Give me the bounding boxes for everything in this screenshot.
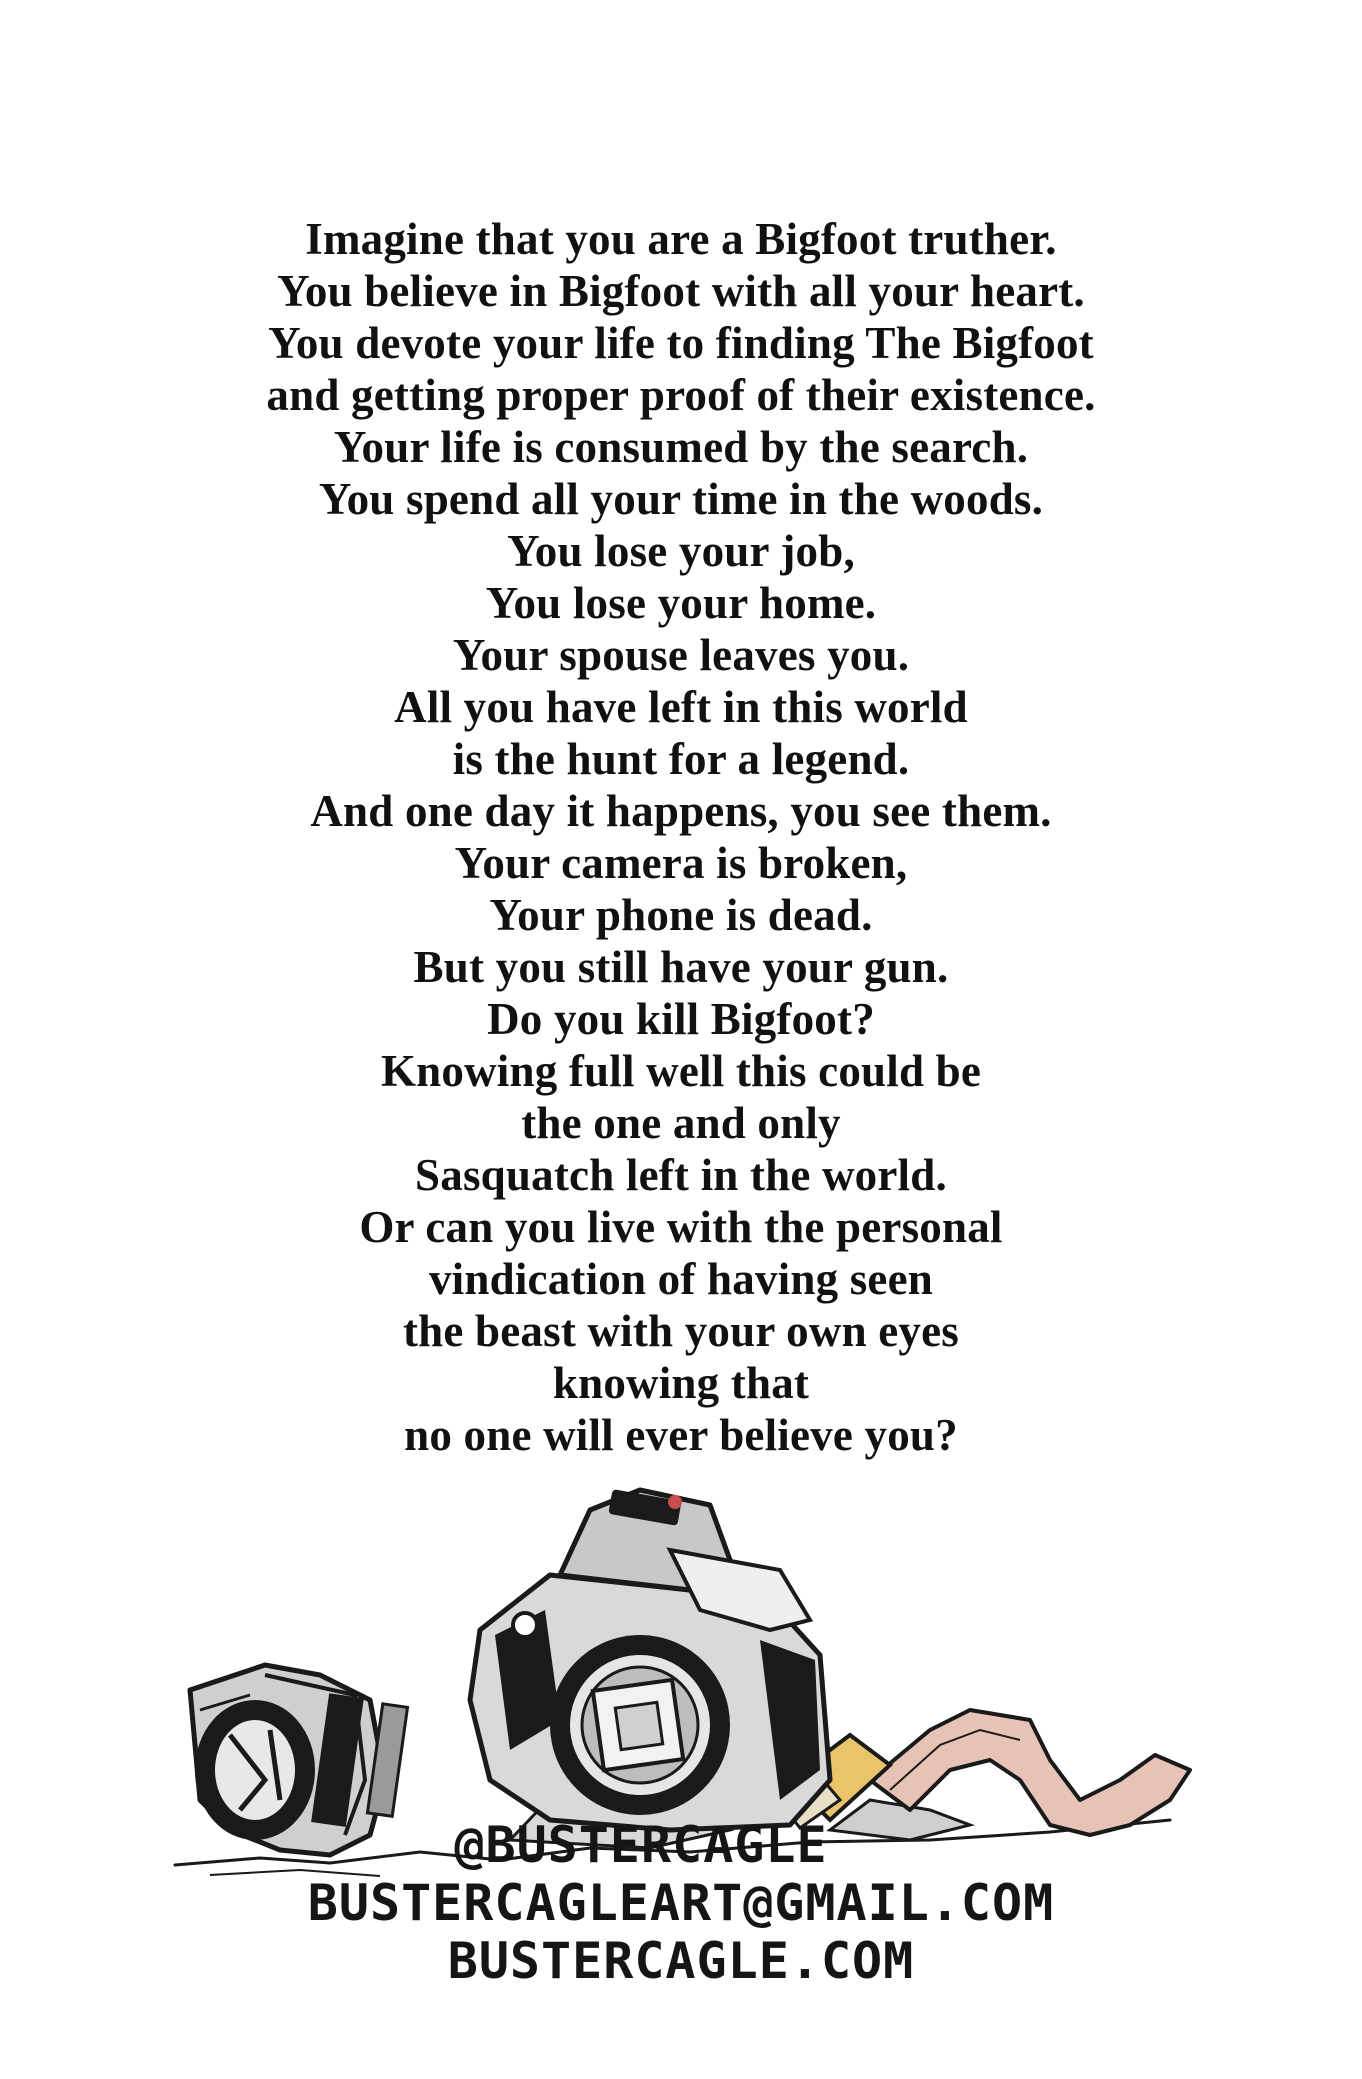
artist-credits: [0, 1816, 1362, 1990]
poem-line: You spend all your time in the woods.: [318, 474, 1044, 524]
poem-line: You lose your job,: [507, 526, 855, 576]
poem-line: Your life is consumed by the search.: [333, 422, 1029, 472]
poem-line: Knowing full well this could be: [380, 1046, 982, 1096]
poem-line: Imagine that you are a Bigfoot truther.: [305, 214, 1057, 264]
email-address[interactable]: BUSTERCAGLEART@GMAIL.COM: [307, 1874, 1055, 1932]
poem-line: vindication of having seen: [428, 1254, 934, 1304]
poem-line: Or can you live with the personal: [359, 1202, 1003, 1252]
poem-line: Your phone is dead.: [489, 890, 873, 940]
poem-line: and getting proper proof of their existence.: [266, 370, 1096, 420]
poem-line: knowing that: [552, 1358, 810, 1408]
poem-line: You lose your home.: [485, 578, 877, 628]
poem-line: no one will ever believe you?: [404, 1410, 958, 1460]
poem-text: [0, 213, 1362, 1461]
poem-line: You believe in Bigfoot with all your heart.: [277, 266, 1085, 316]
poem-line: Sasquatch left in the world.: [415, 1150, 947, 1200]
poem-line: the beast with your own eyes: [402, 1306, 959, 1356]
poem-line: But you still have your gun.: [413, 942, 949, 992]
poem-line: All you have left in this world: [394, 682, 968, 732]
website-link[interactable]: BUSTERCAGLE.COM: [447, 1932, 915, 1990]
social-handle[interactable]: @BUSTERCAGLE: [454, 1816, 828, 1874]
poem-line: Do you kill Bigfoot?: [487, 994, 875, 1044]
poem-line: Your spouse leaves you.: [452, 630, 910, 680]
poem-line: the one and only: [521, 1098, 841, 1148]
poem-line: Your camera is broken,: [454, 838, 908, 888]
poem-line: You devote your life to finding The Bigfoot: [268, 318, 1094, 368]
camera-body-shape: [470, 1489, 830, 1830]
poem-line: And one day it happens, you see them.: [310, 786, 1052, 836]
poem-line: is the hunt for a legend.: [452, 734, 910, 784]
